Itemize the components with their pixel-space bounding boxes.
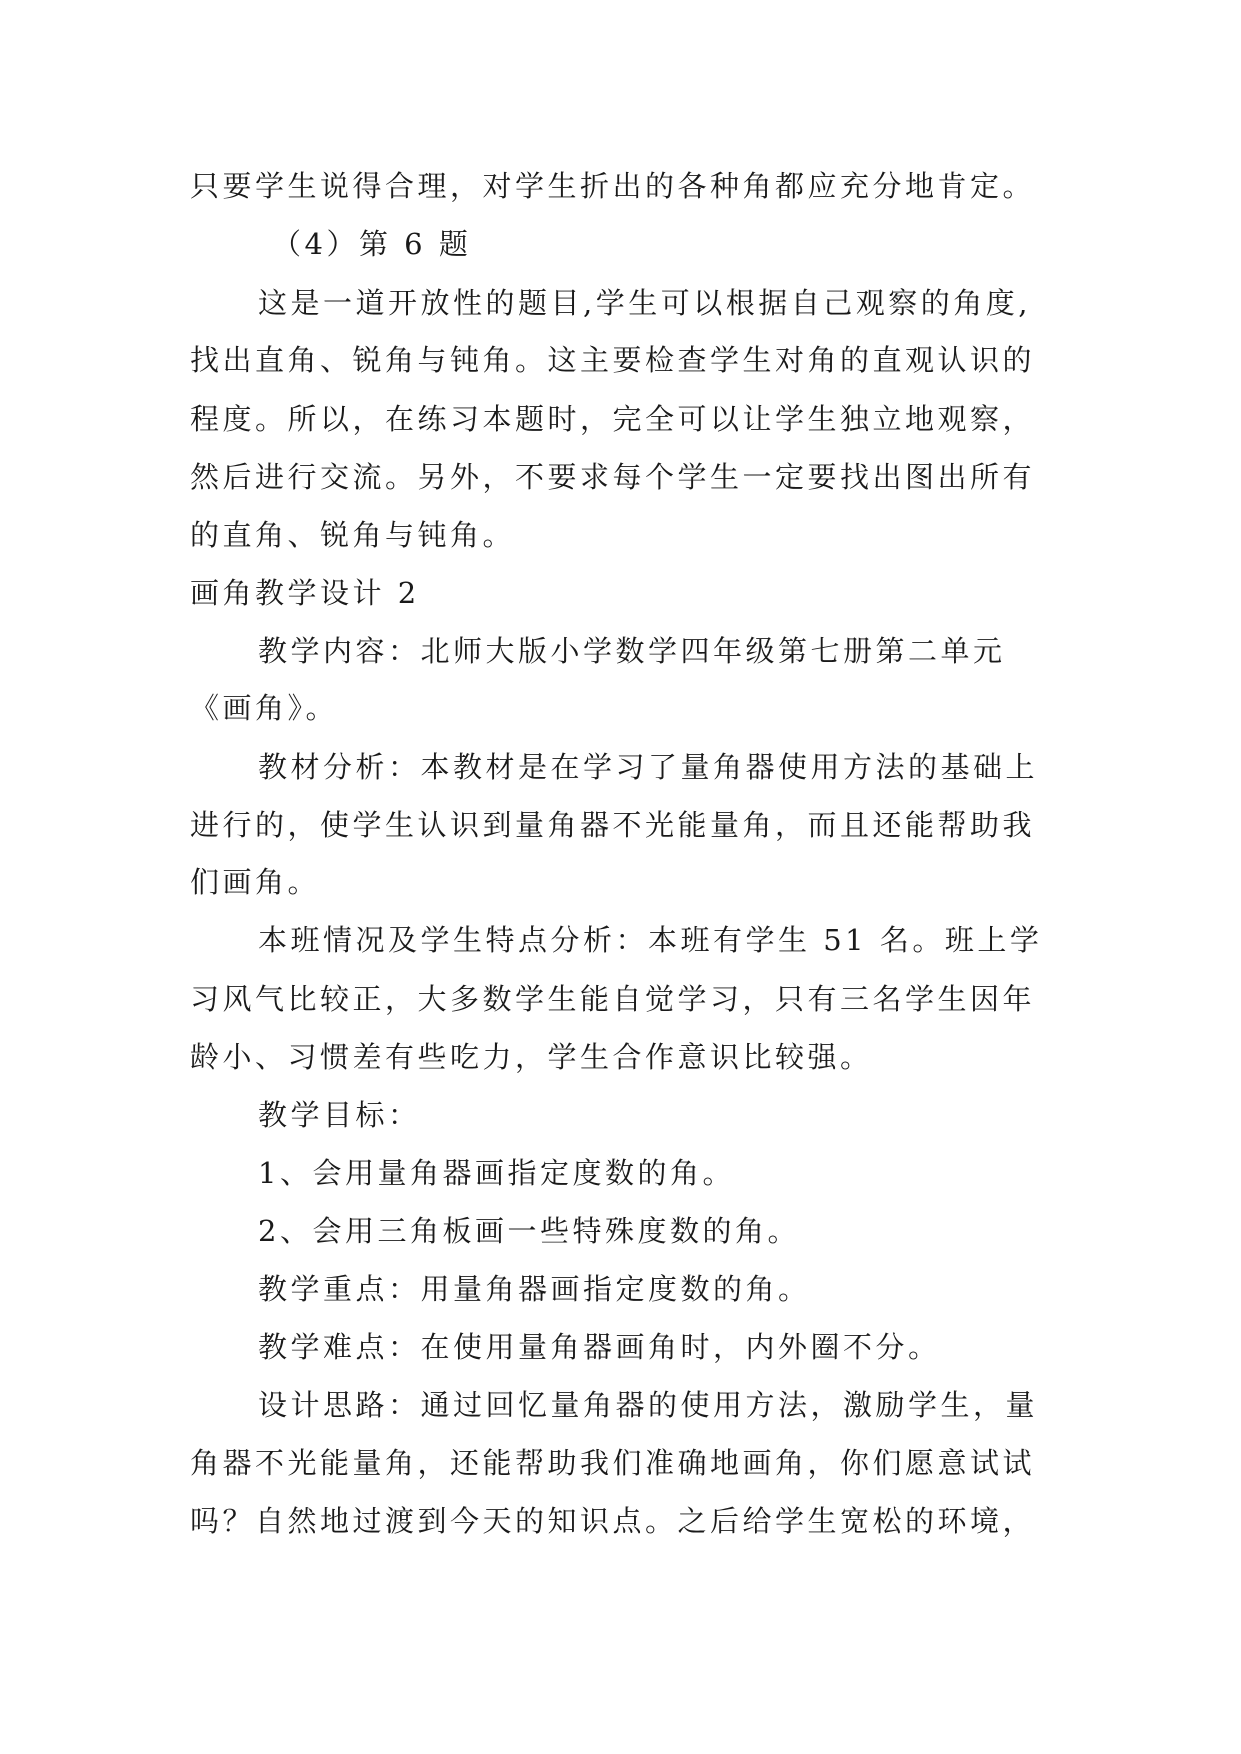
text-line: 习风气比较正，大多数学生能自觉学习，只有三名学生因年 bbox=[190, 982, 1036, 1016]
text-line: 们画角。 bbox=[190, 865, 321, 899]
subsection-heading: （4）第 6 题 bbox=[272, 227, 472, 261]
text-line: 教学目标： bbox=[258, 1098, 421, 1132]
text-line: 然后进行交流。另外，不要求每个学生一定要找出图出所有 bbox=[190, 460, 1036, 494]
list-item: 2、会用三角板画一些特殊度数的角。 bbox=[258, 1214, 800, 1248]
text-line: 龄小、习惯差有些吃力，学生合作意识比较强。 bbox=[190, 1040, 873, 1074]
text-line: 设计思路：通过回忆量角器的使用方法，激励学生，量 bbox=[258, 1388, 1039, 1422]
text-line: 进行的，使学生认识到量角器不光能量角，而且还能帮助我 bbox=[190, 808, 1036, 842]
text-line: 程度。所以，在练习本题时，完全可以让学生独立地观察， bbox=[190, 402, 1036, 436]
text-line: 教学内容：北师大版小学数学四年级第七册第二单元 bbox=[258, 634, 1006, 668]
text-line: 教材分析：本教材是在学习了量角器使用方法的基础上 bbox=[258, 750, 1039, 784]
text-line: 角器不光能量角，还能帮助我们准确地画角，你们愿意试试 bbox=[190, 1446, 1036, 1480]
text-line: 找出直角、锐角与钝角。这主要检查学生对角的直观认识的 bbox=[190, 343, 1036, 377]
list-item: 1、会用量角器画指定度数的角。 bbox=[258, 1156, 735, 1190]
text-line: 只要学生说得合理，对学生折出的各种角都应充分地肯定。 bbox=[190, 169, 1036, 203]
text-line: 本班情况及学生特点分析：本班有学生 51 名。班上学 bbox=[258, 923, 1043, 957]
section-title: 画角教学设计 2 bbox=[190, 576, 420, 610]
text-line: 教学难点：在使用量角器画角时，内外圈不分。 bbox=[258, 1330, 941, 1364]
text-line: 的直角、锐角与钝角。 bbox=[190, 518, 516, 552]
text-line: 这是一道开放性的题目,学生可以根据自己观察的角度, bbox=[258, 286, 1031, 320]
text-line: 教学重点：用量角器画指定度数的角。 bbox=[258, 1272, 811, 1306]
text-line: 《画角》。 bbox=[190, 691, 339, 725]
text-line: 吗？自然地过渡到今天的知识点。之后给学生宽松的环境， bbox=[190, 1504, 1036, 1538]
